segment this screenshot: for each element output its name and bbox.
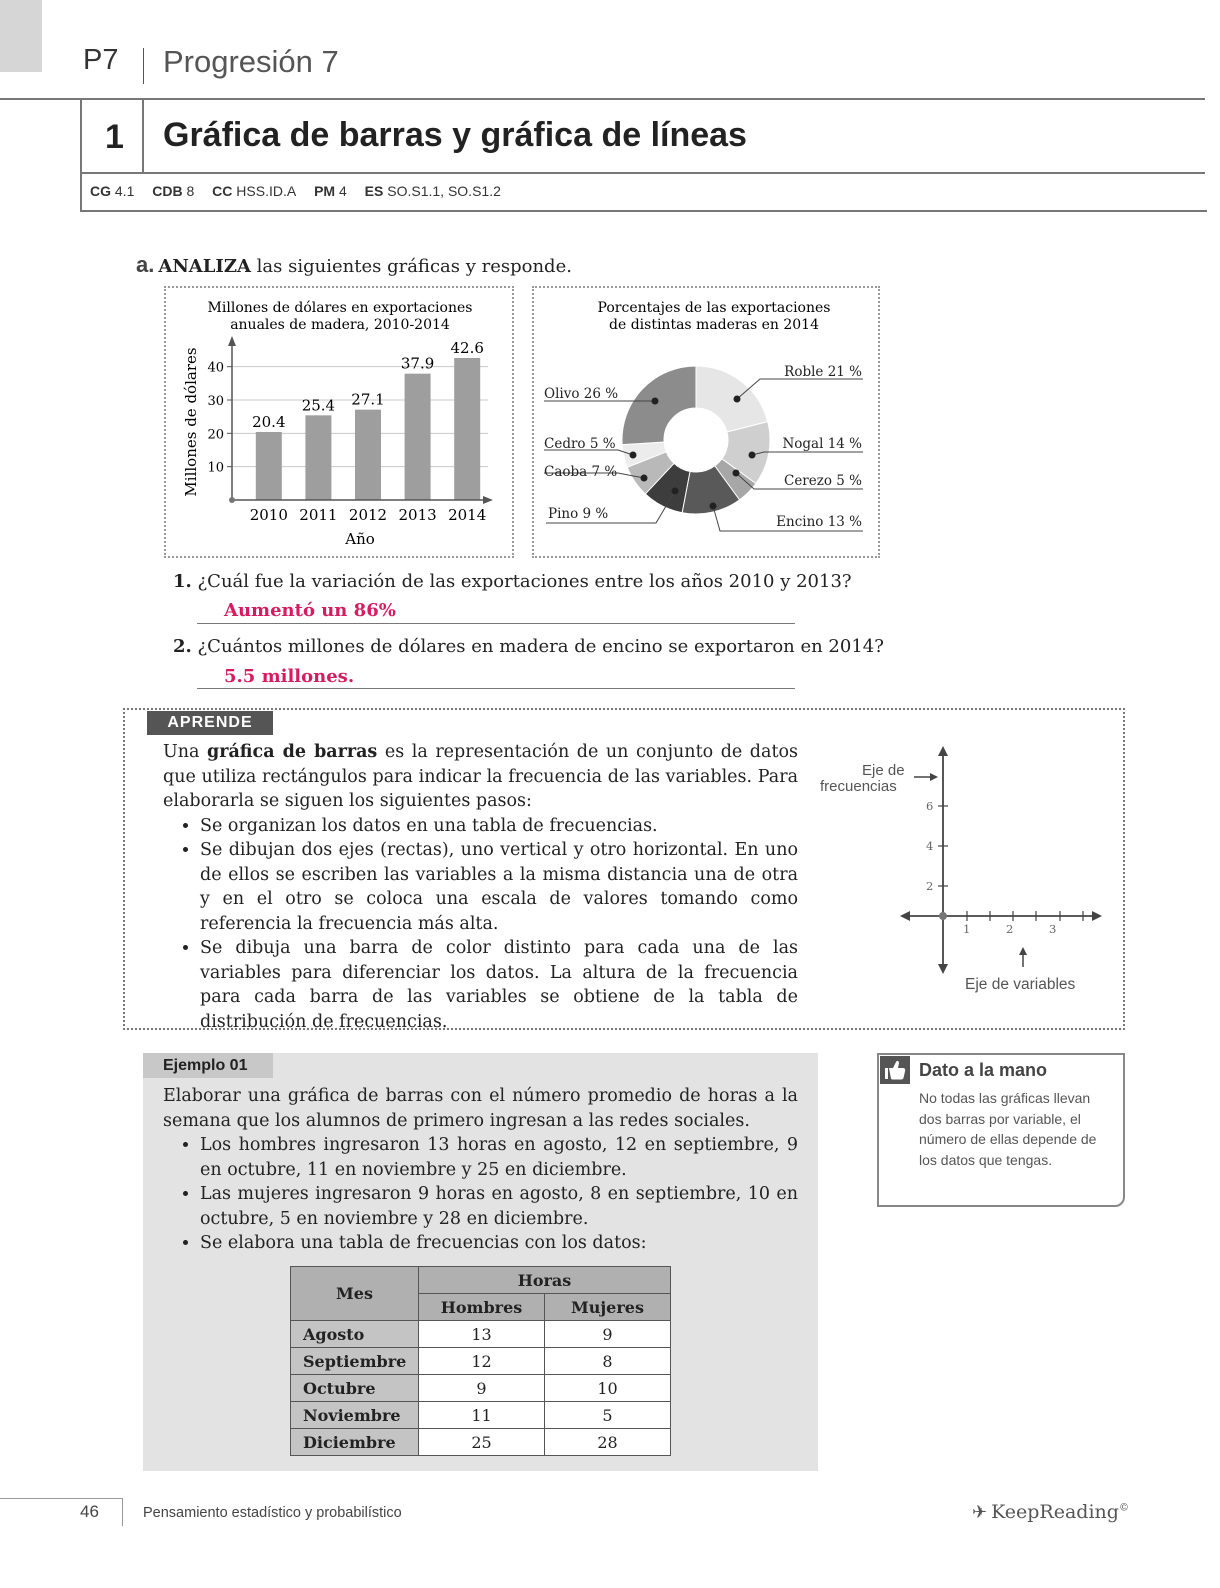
cell-mujeres: 8 [545,1348,671,1375]
x-tick-label: 3 [1049,922,1057,936]
lesson-number: 1 [105,118,124,156]
example-bullet: • Se elabora una tabla de frecuencias con los datos: [200,1231,798,1256]
pie-chart-frame [532,286,880,558]
cell-hombres: 13 [419,1321,545,1348]
cell-mes: Noviembre [291,1402,419,1429]
pie-label-cedro: Cedro 5 % [544,436,616,452]
page-number: 46 [80,1502,99,1521]
footer-rule [0,1498,122,1499]
corner-tab [0,0,42,72]
question-text: ¿Cuántos millones de dólares en madera de encino se exportaron en 2014? [197,636,884,657]
code-label: ES [364,183,384,199]
footer-text: Pensamiento estadístico y probabilístico [143,1505,402,1521]
y-tick-label: 20 [207,427,224,443]
bar-value-label: 25.4 [301,396,336,415]
cell-hombres: 25 [419,1429,545,1456]
bar-chart-ylabel: Millones de dólares [182,347,200,497]
brand-logo [972,1501,1129,1523]
code-value: 8 [186,183,195,199]
cell-hombres: 11 [419,1402,545,1429]
axis-origin [229,497,235,503]
question-number: 1. [173,571,192,592]
leader-dot [733,470,740,477]
x-tick-label: 2011 [299,506,338,524]
code-value: SO.S1.1, SO.S1.2 [387,183,501,199]
y-axis-label-1: Eje de [862,762,905,779]
example-bullet: • Las mujeres ingresaron 9 horas en agosto, 8 en septiembre, 10 en octubre, 5 en noviembre y 28 en diciembre. [200,1182,798,1231]
answer-line [197,688,795,689]
axes-diagram [810,740,1110,1010]
unit-separator [143,48,144,84]
bar [305,415,331,500]
question-1 [173,571,852,592]
brand-mark: © [1118,1502,1129,1514]
y-tick-label: 6 [926,799,934,813]
bar-value-label: 37.9 [400,354,435,373]
tip-text: No todas las gráficas llevan dos barras por variable, el número de ellas depende de los datos que tengas. [919,1090,1097,1168]
example-bullet: • Los hombres ingresaron 13 horas en agosto, 12 en septiembre, 9 en octubre, 11 en noviembre y 25 en diciembre. [200,1133,798,1182]
bar-value-label: 20.4 [252,413,286,431]
leader-dot [630,452,637,459]
pie-label-pino: Pino 9 % [548,506,609,522]
cell-mes: Septiembre [291,1348,419,1375]
arrow-head [900,911,910,921]
activity-text: las siguientes gráficas y responde. [256,256,572,277]
arrow-head [938,746,948,756]
bar [355,410,381,500]
x-tick-label: 2 [1006,922,1014,936]
intro-bold: gráfica de barras [207,742,378,762]
frequency-table [290,1266,671,1456]
code-value: 4 [338,183,347,199]
diagram-origin [939,912,947,920]
cell-mes: Octubre [291,1375,419,1402]
table-row [291,1321,671,1348]
y-axis-label-2: frecuencias [820,778,897,795]
header-horas: Horas [419,1267,671,1294]
pie-label-cerezo: Cerezo 5 % [783,473,862,489]
aprende-bullet: • Se organizan los datos en una tabla de frecuencias. [200,814,798,839]
bar-value-label: 42.6 [450,339,484,357]
answer-1[interactable]: Aumentó un 86% [224,600,396,621]
example-intro: Elaborar una gráfica de barras con el número promedio de horas a la semana que los alumnos de primero ingresan a las redes sociales. [163,1086,798,1131]
question-text: ¿Cuál fue la variación de las exportaciones entre los años 2010 y 2013? [197,571,852,592]
bar-chart [166,288,512,556]
leader-dot [652,398,659,405]
pie-slice [696,366,768,432]
arrow-head [1019,947,1027,955]
pie-label-nogal: Nogal 14 % [782,436,862,452]
footer-separator [122,1498,123,1526]
x-tick-label: 2014 [448,506,487,524]
aprende-text [163,740,798,1034]
title-rule [80,172,1205,174]
y-tick-label: 10 [207,460,224,476]
activity-letter: a. [136,252,155,277]
cell-mes: Agosto [291,1321,419,1348]
bar-chart-frame [164,286,514,558]
tip-title: Dato a la mano [919,1060,1048,1080]
pie-label-caoba: Caoba 7 % [544,464,618,480]
activity-instruction [136,252,572,278]
x-axis-arrow [483,496,493,504]
code-label: CC [212,183,233,199]
bar [454,358,480,500]
header-hombres: Hombres [419,1294,545,1321]
brand-name: KeepReading [991,1501,1119,1523]
lesson-title: Gráfica de barras y gráfica de líneas [163,116,747,154]
table-row [291,1429,671,1456]
code-value: HSS.ID.A [236,183,297,199]
thumbs-up-icon [880,1056,910,1084]
code-label: CDB [152,183,183,199]
aprende-intro [163,740,798,814]
example-tab: Ejemplo 01 [143,1053,273,1078]
unit-title: Progresión 7 [163,44,339,79]
cell-mujeres: 10 [545,1375,671,1402]
arrow-head [1092,911,1102,921]
curriculum-codes [90,183,515,199]
cell-hombres: 9 [419,1375,545,1402]
arrow-head [938,964,948,974]
x-tick-label: 2012 [348,506,388,524]
y-tick-label: 4 [926,839,934,853]
aprende-bullet: • Se dibujan dos ejes (rectas), uno vertical y otro horizontal. En uno de ellos se escriben las variables a la misma distancia una de otra y en el otro se coloca una escala de valores tomando como referencia la frecuencia más alta. [200,838,798,936]
pie-label-roble: Roble 21 % [784,364,862,380]
question-number: 2. [173,636,192,657]
pie-slice [622,366,696,445]
y-tick-label: 30 [207,394,224,409]
header-mes: Mes [291,1267,419,1321]
bar-chart-title-line2: anuales de madera, 2010-2014 [230,317,450,333]
leader-dot [641,475,648,482]
title-separator [142,100,144,172]
leader-dot [749,452,756,459]
pie-chart-title-line2: de distintas maderas en 2014 [609,317,819,333]
answer-2[interactable]: 5.5 millones. [224,666,355,687]
intro-pre: Una [163,742,200,762]
x-tick-label: 2013 [398,506,437,524]
bar-chart-title-line1: Millones de dólares en exportaciones [207,300,473,316]
question-2 [173,636,884,657]
leader-dot [710,503,717,510]
cell-hombres: 12 [419,1348,545,1375]
x-axis-label: Eje de variables [965,976,1076,993]
cell-mujeres: 9 [545,1321,671,1348]
y-axis-arrow [228,336,236,346]
answer-line [197,623,795,624]
code-label: CG [90,183,111,199]
brand-icon: ✈ [972,1502,988,1523]
aprende-tab: APRENDE [147,711,273,735]
arrow-head [930,773,938,781]
activity-keyword: ANALIZA [158,256,251,277]
pie-label-olivo: Olivo 26 % [544,386,619,402]
intro-post: es la representación de un conjunto de datos que utiliza rectángulos para indicar la frecuencia de las variables. Para elaborarla se siguen los siguientes pasos: [163,742,798,811]
cell-mujeres: 28 [545,1429,671,1456]
cell-mes: Diciembre [291,1429,419,1456]
code-label: PM [314,183,336,199]
y-tick-label: 40 [207,360,224,376]
leader-dot [734,396,741,403]
header-mujeres: Mujeres [545,1294,671,1321]
bar-chart-xlabel: Año [345,530,375,548]
table-row [291,1348,671,1375]
bar [256,432,282,500]
pie-chart-title-line1: Porcentajes de las exportaciones [597,300,831,316]
example-text [163,1084,798,1256]
pie-label-encino: Encino 13 % [776,514,862,530]
table-row [291,1402,671,1429]
leader-dot [672,488,679,495]
cell-mujeres: 5 [545,1402,671,1429]
x-tick-label: 2010 [249,506,288,524]
bar-value-label: 27.1 [351,390,385,409]
table-row [291,1375,671,1402]
pie-chart [534,288,878,556]
x-tick-label: 1 [963,922,971,936]
bar [405,374,431,500]
y-tick-label: 2 [926,879,934,893]
code-value: 4.1 [114,183,135,199]
unit-code: P7 [83,44,119,76]
aprende-bullet: • Se dibuja una barra de color distinto para cada una de las variables para diferenciar los datos. La altura de la frecuencia para cada barra de las variables se obtiene de la tabla de distribución de frecuencias. [200,936,798,1034]
